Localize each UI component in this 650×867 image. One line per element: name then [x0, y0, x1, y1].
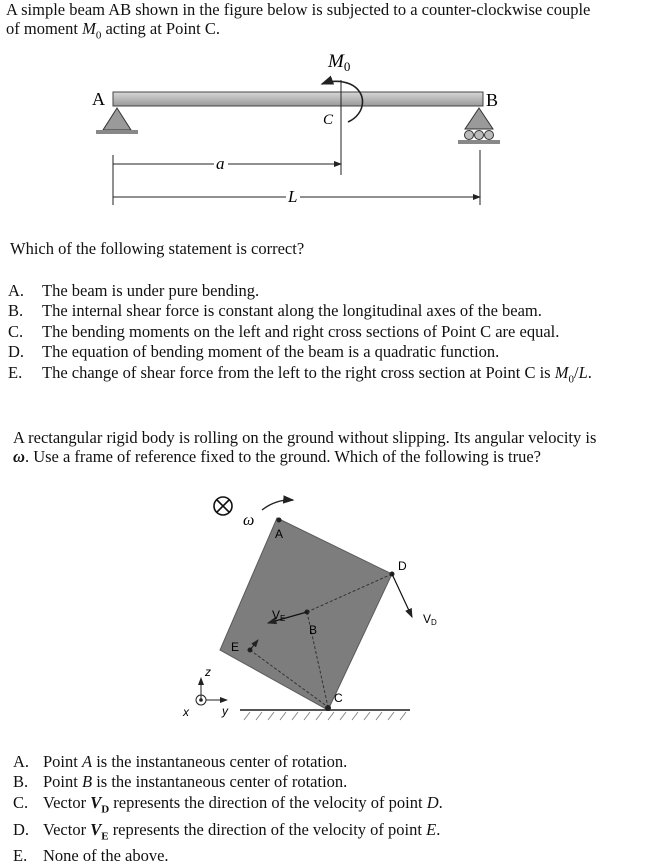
option-letter: C.	[13, 792, 29, 812]
ground	[240, 710, 410, 720]
option-text: None of the above.	[43, 846, 169, 866]
label-c: C	[323, 112, 334, 128]
option-text: Vector	[43, 792, 91, 812]
option-2a[interactable]	[13, 752, 443, 772]
option-text: is the instantaneous center of rotation.	[92, 772, 348, 792]
question2-intro-line2	[13, 447, 596, 466]
option-1b[interactable]	[8, 301, 592, 321]
axis-x-label: x	[183, 705, 189, 719]
point-symbol: B	[81, 772, 93, 792]
beam-figure	[0, 40, 650, 270]
question2-intro	[13, 428, 596, 466]
option-1a[interactable]	[8, 281, 592, 301]
option-letter: D.	[8, 342, 25, 362]
option-text: represents the direction of the velocity of point	[109, 792, 427, 812]
option-letter: E.	[13, 846, 28, 866]
option-text: Vector	[43, 819, 91, 839]
vector-vd	[392, 574, 412, 617]
pin-support-a	[96, 108, 138, 134]
vector-subscript: E	[101, 829, 109, 842]
dim-label-l: L	[288, 187, 298, 206]
option-2b[interactable]	[13, 772, 443, 792]
option-text: The internal shear force is constant along the longitudinal axes of the beam.	[42, 301, 542, 321]
axis-y-label: y	[222, 704, 228, 718]
moment-subscript: 0	[568, 372, 574, 385]
option-text: represents the direction of the velocity of point	[108, 819, 427, 839]
vector-symbol: V	[90, 792, 102, 812]
option-letter: A.	[8, 281, 25, 300]
period: .	[587, 362, 592, 382]
moment-symbol: M	[82, 19, 96, 38]
option-1c[interactable]	[8, 322, 592, 342]
option-text: The equation of bending moment of the beam is a quadratic function.	[42, 342, 500, 362]
option-letter: D.	[13, 819, 30, 839]
intro-text: acting at Point C.	[101, 19, 221, 38]
label-c-body: C	[334, 691, 343, 705]
point-symbol: A	[81, 752, 93, 771]
intro-text: of moment	[6, 19, 83, 38]
axis-z-label: z	[205, 665, 211, 679]
omega-into-page-icon	[214, 497, 232, 515]
question2-intro-line1: A rectangular rigid body is rolling on the ground without slipping. Its angular velocity is	[13, 428, 597, 447]
period: .	[436, 819, 441, 839]
rotation-arrow	[262, 500, 293, 510]
moment-symbol: M	[554, 362, 569, 382]
label-a-body: A	[275, 527, 284, 541]
question1-prompt: Which of the following statement is correct?	[10, 239, 305, 258]
omega-symbol: ω	[13, 447, 25, 466]
option-text: The bending moments on the left and right cross sections of Point C are equal.	[42, 321, 560, 341]
option-letter: A.	[13, 752, 30, 771]
beam	[113, 92, 483, 106]
option-2e[interactable]	[13, 846, 443, 866]
question1-options	[8, 281, 592, 389]
option-2c[interactable]	[13, 793, 443, 820]
option-1d[interactable]	[8, 342, 592, 362]
coordinate-axes	[196, 678, 227, 705]
point-c	[325, 705, 331, 711]
vector-subscript: D	[101, 803, 110, 816]
question1-intro	[6, 0, 590, 45]
option-letter: C.	[8, 321, 24, 341]
option-text: The beam is under pure bending.	[42, 281, 260, 300]
omega-label: ω	[243, 512, 255, 529]
moment-subscript: 0	[95, 29, 102, 42]
label-m0: $M_0$	[328, 51, 351, 74]
slash: /	[573, 362, 579, 382]
option-text: The change of shear force from the left to the right cross section at Point C is	[42, 362, 555, 382]
question2-options	[13, 752, 443, 867]
option-text: is the instantaneous center of rotation.	[92, 752, 348, 771]
length-symbol: L	[578, 362, 588, 382]
point-symbol: E	[426, 819, 437, 839]
option-letter: B.	[8, 301, 24, 321]
label-b-body: B	[309, 623, 318, 637]
period: .	[438, 792, 443, 812]
label-a: A	[92, 89, 105, 109]
option-letter: B.	[13, 772, 29, 792]
roller-support-b	[458, 108, 500, 144]
question1-intro-line1: A simple beam AB shown in the figure below is subjected to a counter-clockwise couple	[6, 0, 591, 19]
option-text: Point	[43, 772, 82, 792]
intro-text: . Use a frame of reference fixed to the ground. Which of the following is true?	[24, 447, 541, 466]
label-d-body: D	[398, 559, 407, 573]
option-2d[interactable]	[13, 820, 443, 847]
label-b: B	[486, 90, 499, 110]
label-e-body: E	[231, 640, 240, 654]
label-ve: VE	[272, 608, 286, 623]
option-text: Point	[43, 752, 82, 771]
label-vd: VD	[423, 612, 437, 627]
option-1e[interactable]	[8, 363, 592, 390]
rolling-body-figure	[0, 488, 650, 738]
point-symbol: D	[426, 792, 439, 812]
vector-symbol: V	[90, 819, 102, 839]
point-a	[277, 518, 282, 523]
option-letter: E.	[8, 362, 23, 382]
dim-label-a: a	[216, 154, 225, 173]
